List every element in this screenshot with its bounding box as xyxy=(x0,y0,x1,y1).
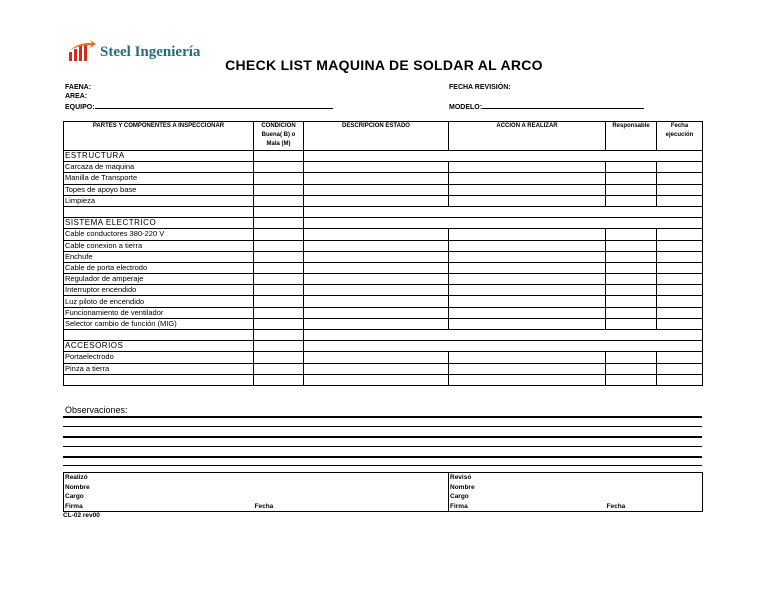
spacer-cell xyxy=(254,206,304,217)
responsable-cell[interactable] xyxy=(606,352,657,363)
item-label xyxy=(64,374,254,385)
table-row xyxy=(64,262,703,273)
section-title: ACCESORIOS xyxy=(64,341,254,352)
fecha-label: Fecha xyxy=(606,502,703,512)
col-header-descripcion: DESCRIPCION ESTADO xyxy=(304,122,449,151)
descripcion-cell[interactable] xyxy=(304,184,449,195)
col-header-condicion: CONDICION Buena( B) o Mala (M) xyxy=(254,122,304,151)
spacer-row xyxy=(64,206,703,217)
fecha-cell[interactable] xyxy=(657,363,703,374)
fecha-cell[interactable] xyxy=(657,307,703,318)
descripcion-cell[interactable] xyxy=(304,352,449,363)
checklist-table xyxy=(63,121,703,386)
observaciones-line[interactable] xyxy=(63,465,702,466)
item-label: Regulador de amperaje xyxy=(64,274,254,285)
table-row xyxy=(64,240,703,251)
accion-cell[interactable] xyxy=(449,173,606,184)
fecha-cell[interactable] xyxy=(657,285,703,296)
item-label: Cable de porta electrodo xyxy=(64,262,254,273)
accion-cell[interactable] xyxy=(449,285,606,296)
section-row xyxy=(64,218,703,229)
condicion-cell[interactable] xyxy=(254,251,304,262)
descripcion-cell[interactable] xyxy=(304,374,449,385)
descripcion-cell[interactable] xyxy=(304,195,449,206)
fecha-cell[interactable] xyxy=(657,352,703,363)
item-label: Carcaza de maquina xyxy=(64,162,254,173)
responsable-cell[interactable] xyxy=(606,262,657,273)
area-field: AREA: xyxy=(65,93,88,100)
condicion-cell[interactable] xyxy=(254,162,304,173)
item-label: Pinza a tierra xyxy=(64,363,254,374)
condicion-cell[interactable] xyxy=(254,195,304,206)
condicion-cell[interactable] xyxy=(254,363,304,374)
condicion-cell[interactable] xyxy=(254,262,304,273)
accion-cell[interactable] xyxy=(449,240,606,251)
accion-cell[interactable] xyxy=(449,195,606,206)
responsable-cell[interactable] xyxy=(606,318,657,329)
condicion-cell[interactable] xyxy=(254,296,304,307)
item-label: Selector cambio de función (MIG) xyxy=(64,318,254,329)
responsable-cell[interactable] xyxy=(606,285,657,296)
table-row xyxy=(64,285,703,296)
table-row xyxy=(64,296,703,307)
responsable-cell[interactable] xyxy=(606,195,657,206)
accion-cell[interactable] xyxy=(449,307,606,318)
col-header-fecha: Fecha ejecución xyxy=(657,122,703,151)
item-label: Interruptor encendido xyxy=(64,285,254,296)
table-row xyxy=(64,195,703,206)
document-code: CL-02 rev00 xyxy=(63,512,100,519)
accion-cell[interactable] xyxy=(449,274,606,285)
table-row xyxy=(64,374,703,385)
section-blank xyxy=(304,341,703,352)
condicion-cell[interactable] xyxy=(254,173,304,184)
blank-cell xyxy=(254,473,449,483)
condicion-cell[interactable] xyxy=(254,352,304,363)
nombre-reviso-field[interactable] xyxy=(606,483,703,493)
item-label: Cable conductores 380-220 V xyxy=(64,229,254,240)
nombre-label: Nombre xyxy=(450,483,475,491)
item-label: Topes de apoyo base xyxy=(64,184,254,195)
blank-cell xyxy=(606,473,703,483)
section-blank xyxy=(304,151,703,162)
table-row xyxy=(64,173,703,184)
fecha-cell[interactable] xyxy=(657,195,703,206)
condicion-cell[interactable] xyxy=(254,374,304,385)
fecha-cell[interactable] xyxy=(657,296,703,307)
accion-cell[interactable] xyxy=(449,374,606,385)
signature-row xyxy=(64,483,703,493)
table-row xyxy=(64,184,703,195)
responsable-cell[interactable] xyxy=(606,307,657,318)
cargo-realizo-field[interactable] xyxy=(254,492,449,502)
fecha-cell[interactable] xyxy=(657,274,703,285)
signature-row xyxy=(64,492,703,502)
responsable-cell[interactable] xyxy=(606,240,657,251)
cargo-label: Cargo xyxy=(64,492,254,502)
condicion-cell[interactable] xyxy=(254,240,304,251)
col-header-partes: PARTES Y COMPONENTES A INSPECCIONAR xyxy=(64,122,254,151)
descripcion-cell[interactable] xyxy=(304,274,449,285)
descripcion-cell[interactable] xyxy=(304,285,449,296)
fecha-cell[interactable] xyxy=(657,374,703,385)
descripcion-cell[interactable] xyxy=(304,363,449,374)
responsable-cell[interactable] xyxy=(606,296,657,307)
accion-cell[interactable] xyxy=(449,262,606,273)
page-title: CHECK LIST MAQUINA DE SOLDAR AL ARCO xyxy=(225,57,543,73)
spacer-cell xyxy=(304,330,703,341)
col-header-responsable: Responsable xyxy=(606,122,657,151)
spacer-row xyxy=(64,330,703,341)
item-label: Cable conexion a tierra xyxy=(64,240,254,251)
company-name: Steel Ingeniería xyxy=(100,44,201,60)
responsable-cell[interactable] xyxy=(606,162,657,173)
realizo-label: Realizó xyxy=(64,473,254,483)
fecha-cell[interactable] xyxy=(657,173,703,184)
descripcion-cell[interactable] xyxy=(304,318,449,329)
descripcion-cell[interactable] xyxy=(304,240,449,251)
descripcion-cell[interactable] xyxy=(304,296,449,307)
observaciones-line[interactable] xyxy=(63,426,702,427)
nombre-label: Nombre xyxy=(64,483,254,493)
modelo-field: MODELO: xyxy=(449,102,644,111)
condicion-cell[interactable] xyxy=(254,307,304,318)
condicion-cell[interactable] xyxy=(254,184,304,195)
table-row xyxy=(64,251,703,262)
accion-cell[interactable] xyxy=(449,251,606,262)
equipo-field: EQUIPO: xyxy=(65,102,333,111)
accion-cell[interactable] xyxy=(449,352,606,363)
condicion-cell[interactable] xyxy=(254,151,304,162)
item-label: Portaelectrodo xyxy=(64,352,254,363)
item-label: Enchufe xyxy=(64,251,254,262)
condicion-cell[interactable] xyxy=(254,341,304,352)
table-row xyxy=(64,274,703,285)
observaciones-label: Observaciones: xyxy=(65,405,128,415)
accion-cell[interactable] xyxy=(449,318,606,329)
responsable-cell[interactable] xyxy=(606,173,657,184)
item-label: Luz piloto de encendido xyxy=(64,296,254,307)
condicion-cell[interactable] xyxy=(254,218,304,229)
table-header-row xyxy=(64,122,703,151)
descripcion-cell[interactable] xyxy=(304,307,449,318)
fecha-cell[interactable] xyxy=(657,162,703,173)
reviso-label: Revisó xyxy=(450,474,472,482)
accion-cell[interactable] xyxy=(449,296,606,307)
responsable-cell[interactable] xyxy=(606,251,657,262)
fecha-revision-field: FECHA REVISIÓN: xyxy=(449,84,511,91)
fecha-cell[interactable] xyxy=(657,318,703,329)
fecha-cell[interactable] xyxy=(657,229,703,240)
descripcion-cell[interactable] xyxy=(304,229,449,240)
modelo-underline xyxy=(482,102,644,109)
fecha-cell[interactable] xyxy=(657,251,703,262)
cargo-reviso-field[interactable] xyxy=(606,492,703,502)
descripcion-cell[interactable] xyxy=(304,262,449,273)
accion-cell[interactable] xyxy=(449,162,606,173)
accion-cell[interactable] xyxy=(449,229,606,240)
equipo-underline xyxy=(95,102,333,109)
descripcion-cell[interactable] xyxy=(304,173,449,184)
table-row xyxy=(64,352,703,363)
spacer-cell xyxy=(64,206,254,217)
spacer-cell xyxy=(254,330,304,341)
table-row xyxy=(64,162,703,173)
table-row xyxy=(64,229,703,240)
cargo-label: Cargo xyxy=(450,493,469,501)
condicion-cell[interactable] xyxy=(254,318,304,329)
accion-cell[interactable] xyxy=(449,184,606,195)
fecha-cell[interactable] xyxy=(657,184,703,195)
accion-cell[interactable] xyxy=(449,363,606,374)
item-label: Funcionamiento de ventilador xyxy=(64,307,254,318)
table-row xyxy=(64,318,703,329)
table-row xyxy=(64,307,703,318)
condicion-cell[interactable] xyxy=(254,274,304,285)
fecha-cell[interactable] xyxy=(657,262,703,273)
descripcion-cell[interactable] xyxy=(304,162,449,173)
descripcion-cell[interactable] xyxy=(304,251,449,262)
responsable-cell[interactable] xyxy=(606,374,657,385)
responsable-cell[interactable] xyxy=(606,363,657,374)
section-row xyxy=(64,341,703,352)
section-row xyxy=(64,151,703,162)
fecha-cell[interactable] xyxy=(657,240,703,251)
item-label: Manilla de Transporte xyxy=(64,173,254,184)
condicion-cell[interactable] xyxy=(254,229,304,240)
signature-row xyxy=(64,473,703,483)
spacer-cell xyxy=(304,206,703,217)
table-row xyxy=(64,363,703,374)
responsable-cell[interactable] xyxy=(606,184,657,195)
nombre-realizo-field[interactable] xyxy=(254,483,449,493)
faena-field: FAENA: xyxy=(65,84,92,91)
fecha-label: Fecha xyxy=(254,502,449,512)
observaciones-line[interactable] xyxy=(63,416,702,418)
section-title: ESTRUCTURA xyxy=(64,151,254,162)
firma-label: Firma xyxy=(450,502,468,510)
item-label: Limpieza xyxy=(64,195,254,206)
section-title: SISTEMA ELECTRICO xyxy=(64,218,254,229)
responsable-cell[interactable] xyxy=(606,229,657,240)
spacer-cell xyxy=(64,330,254,341)
col-header-accion: ACCION A REALIZAR xyxy=(449,122,606,151)
firma-label: Firma xyxy=(64,502,254,512)
observaciones-line[interactable] xyxy=(63,456,702,458)
signature-row xyxy=(64,502,703,512)
observaciones-line[interactable] xyxy=(63,446,702,447)
signature-table xyxy=(63,472,703,512)
section-blank xyxy=(304,218,703,229)
responsable-cell[interactable] xyxy=(606,274,657,285)
observaciones-line[interactable] xyxy=(63,436,702,438)
condicion-cell[interactable] xyxy=(254,285,304,296)
